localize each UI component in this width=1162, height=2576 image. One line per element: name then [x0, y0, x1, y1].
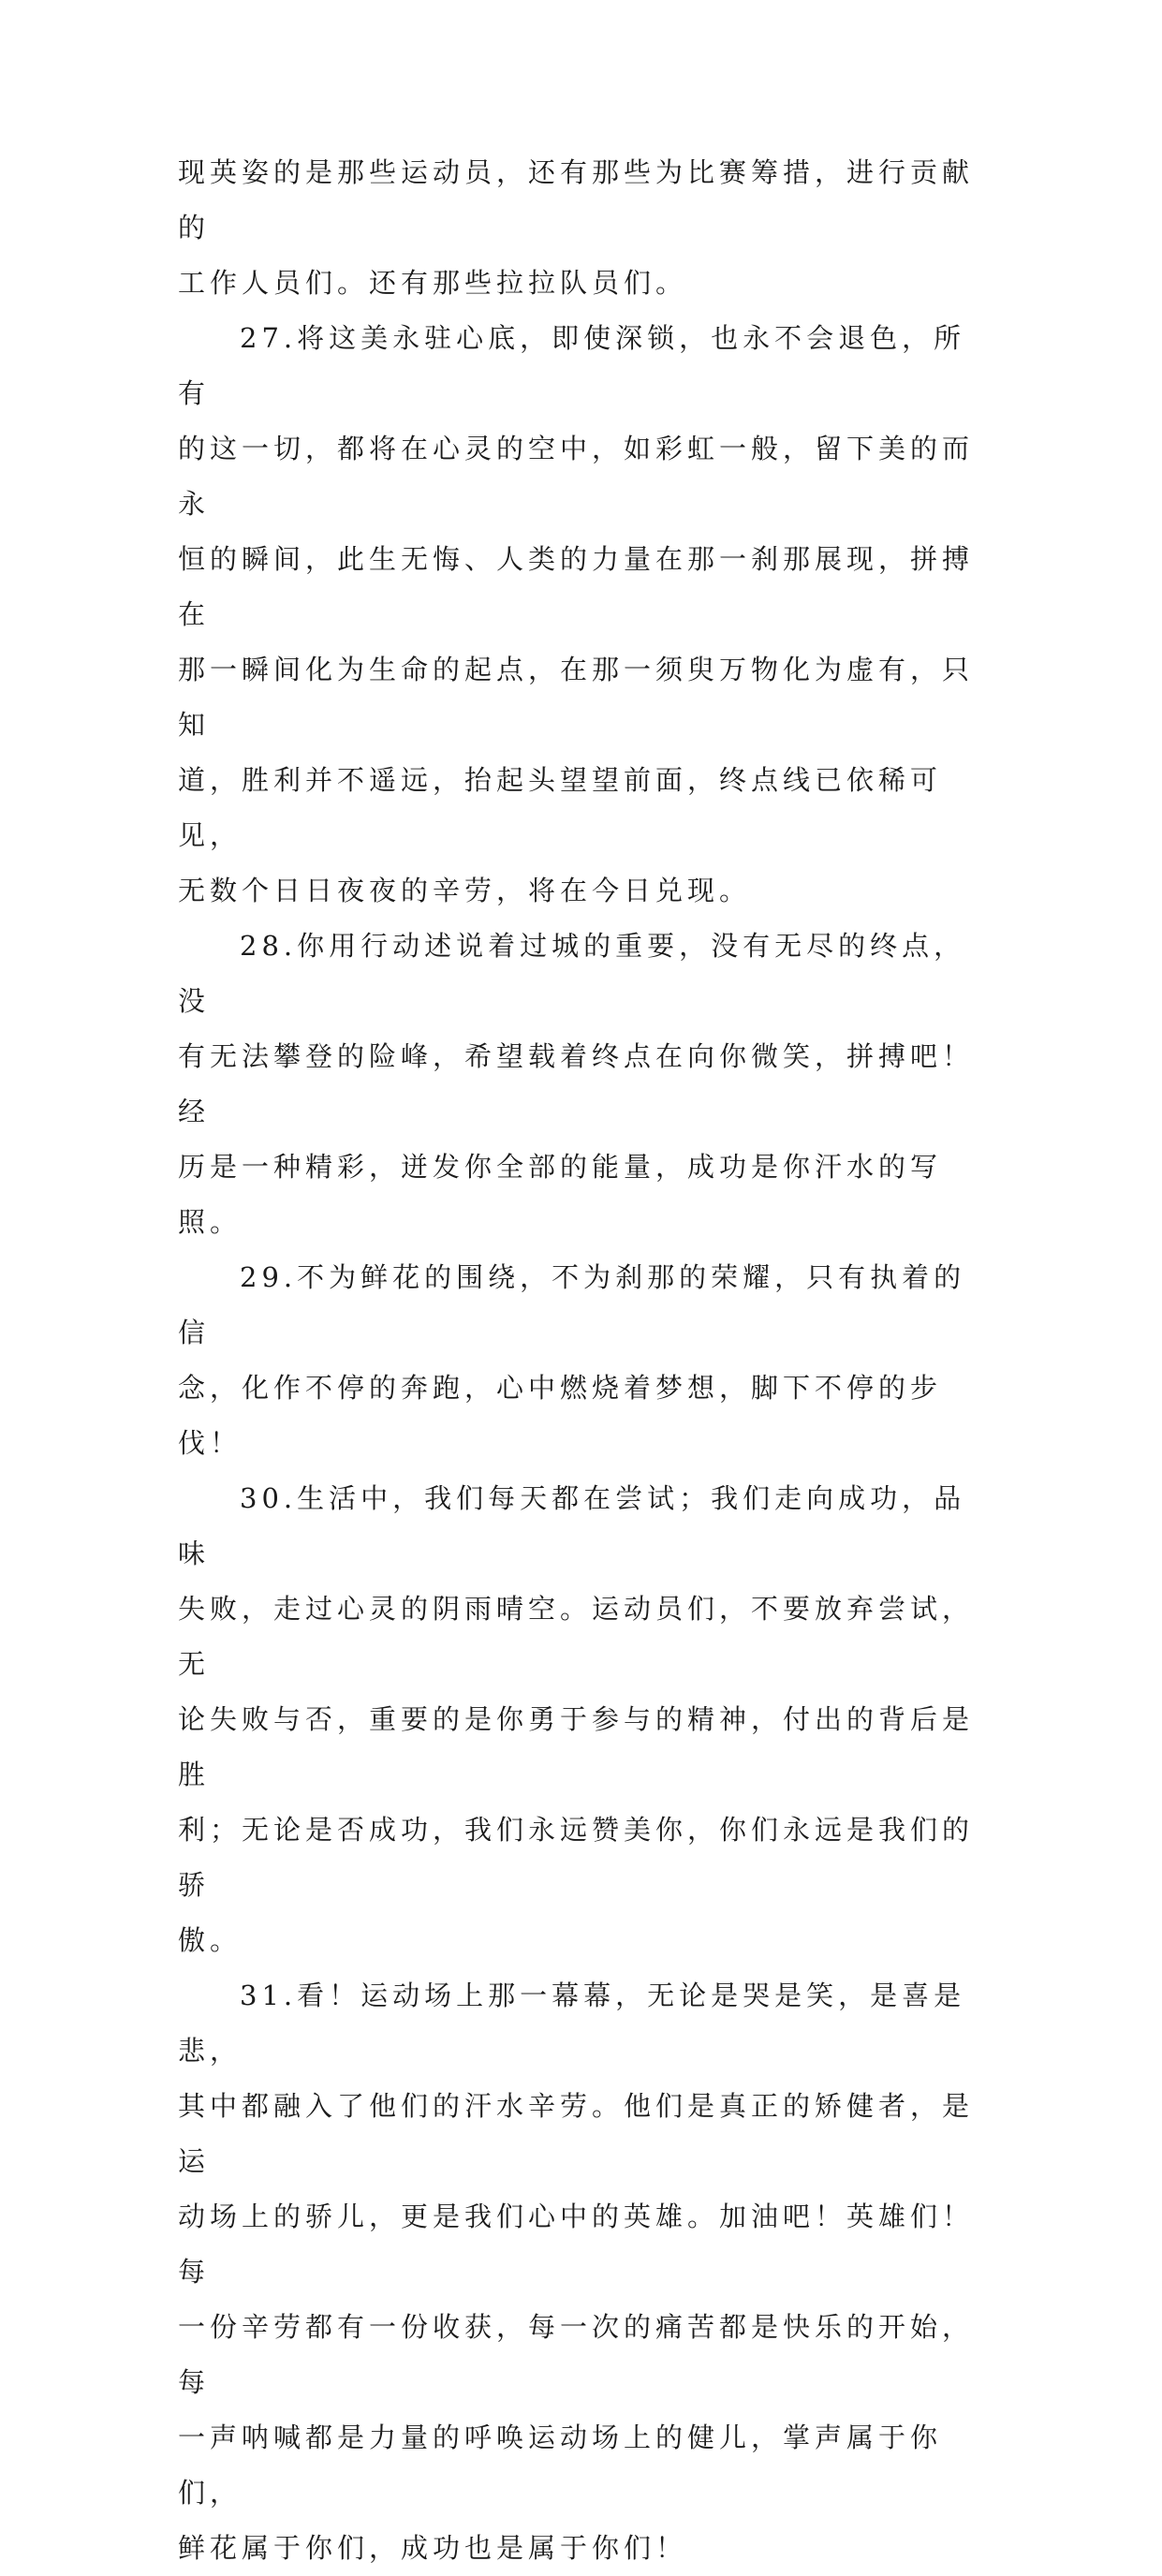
text-line: 有无法攀登的险峰，希望载着终点在向你微笑，拼搏吧！经: [178, 1040, 975, 1127]
text-line: 恒的瞬间，此生无悔、人类的力量在那一刹那展现，拼搏在: [178, 543, 975, 630]
text-line: 鲜花属于你们，成功也是属于你们！: [178, 2532, 688, 2564]
text-line: 傲。: [178, 1924, 243, 1956]
text-line: 利；无论是否成功，我们永远赞美你，你们永远是我们的骄: [178, 1814, 975, 1901]
paragraph-27: [178, 311, 983, 919]
text-line: 工作人员们。还有那些拉拉队员们。: [178, 267, 688, 299]
paragraph-28: [178, 919, 983, 1250]
text-line: 29.不为鲜花的围绕，不为刹那的荣耀，只有执着的信: [178, 1261, 966, 1348]
text-line: 30.生活中，我们每天都在尝试；我们走向成功，品味: [178, 1482, 966, 1569]
text-line: 31.看！运动场上那一幕幕，无论是哭是笑，是喜是悲，: [178, 1980, 966, 2067]
text-line: 27.将这美永驻心底，即使深锁，也永不会退色，所有: [178, 322, 966, 409]
text-line: 念，化作不停的奔跑，心中燃烧着梦想，脚下不停的步伐！: [178, 1372, 943, 1459]
text-line: 28.你用行动述说着过城的重要，没有无尽的终点，没: [178, 930, 966, 1017]
text-line: 那一瞬间化为生命的起点，在那一须臾万物化为虚有，只知: [178, 654, 975, 741]
document-body: [178, 145, 983, 2576]
paragraph-31: [178, 1968, 983, 2576]
text-line: 其中都融入了他们的汗水辛劳。他们是真正的矫健者，是运: [178, 2090, 975, 2177]
text-line: 失败，走过心灵的阴雨晴空。运动员们，不要放弃尝试，无: [178, 1593, 975, 1680]
text-line: 现英姿的是那些运动员，还有那些为比赛筹措，进行贡献的: [178, 156, 975, 243]
text-line: 历是一种精彩，迸发你全部的能量，成功是你汗水的写照。: [178, 1151, 943, 1238]
text-line: 一份辛劳都有一份收获，每一次的痛苦都是快乐的开始，每: [178, 2311, 975, 2398]
text-line: 道，胜利并不遥远，抬起头望望前面，终点线已依稀可见，: [178, 764, 943, 851]
text-line: 动场上的骄儿，更是我们心中的英雄。加油吧！英雄们！每: [178, 2201, 975, 2288]
text-line: 一声呐喊都是力量的呼唤运动场上的健儿，掌声属于你们，: [178, 2421, 943, 2509]
text-line: 的这一切，都将在心灵的空中，如彩虹一般，留下美的而永: [178, 433, 975, 520]
text-line: 无数个日日夜夜的辛劳，将在今日兑现。: [178, 875, 752, 906]
paragraph-continuation: [178, 145, 983, 311]
paragraph-29: [178, 1250, 983, 1471]
paragraph-30: [178, 1471, 983, 1968]
text-line: 论失败与否，重要的是你勇于参与的精神，付出的背后是胜: [178, 1703, 975, 1790]
